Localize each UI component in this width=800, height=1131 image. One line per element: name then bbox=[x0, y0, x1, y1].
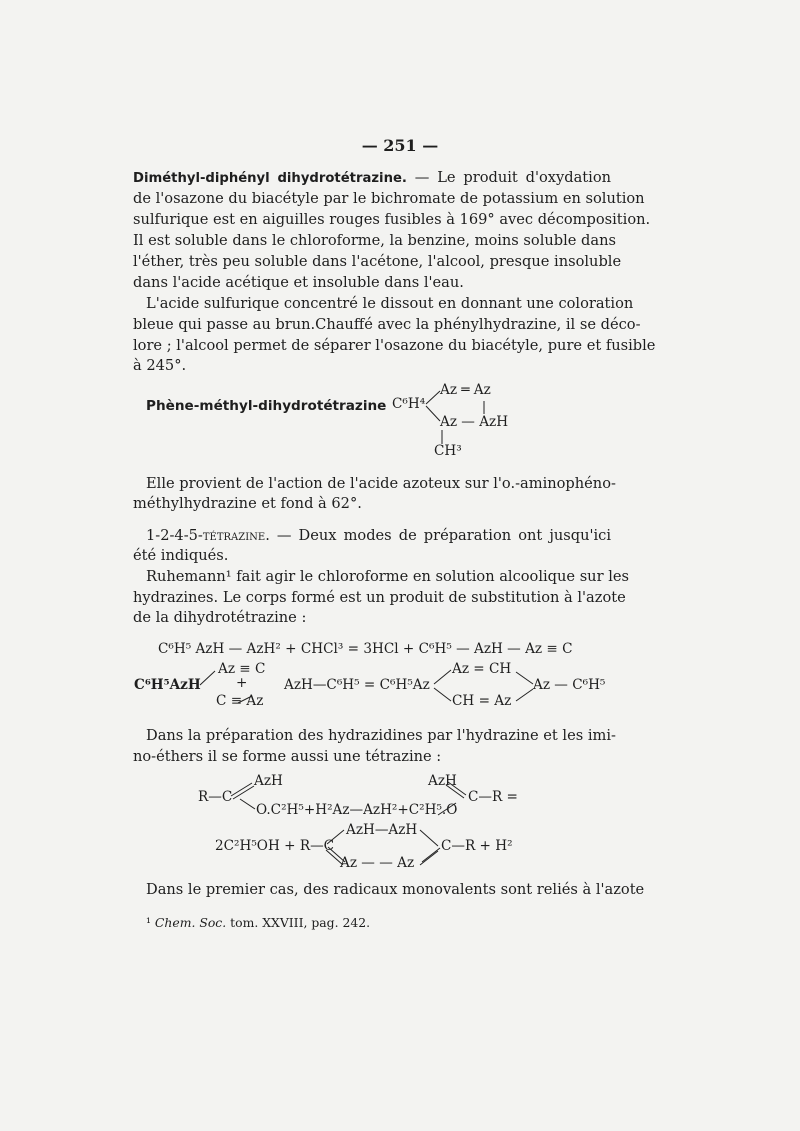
paragraph-line: lore ; l'alcool permet de séparer l'osazone du biacétyle, pure et fusible bbox=[133, 337, 656, 354]
bond bbox=[438, 803, 456, 815]
paragraph-line: L'acide sulfurique concentré le dissout en donnant une coloration bbox=[146, 295, 634, 312]
paragraph-line: sulfurique est en aiguilles rouges fusibles à 169° avec décomposition. bbox=[133, 211, 651, 228]
paragraph-line: Elle provient de l'action de l'acide azoteux sur l'o.-aminophéno- bbox=[146, 475, 616, 492]
formula-text: CH = Az bbox=[452, 693, 512, 709]
paragraph-line: Dans le premier cas, des radicaux monovalents sont reliés à l'azote bbox=[146, 881, 645, 898]
paragraph-line: dans l'acide acétique et insoluble dans l'eau. bbox=[133, 274, 464, 291]
formula-text: 2C²H⁵OH + R—C bbox=[215, 838, 335, 854]
formula-text: Az ≡ C bbox=[218, 661, 266, 677]
section-label: 1-2-4-5-tétrazine. bbox=[146, 527, 270, 544]
paragraph-line: Il est soluble dans le chloroforme, la benzine, moins soluble dans bbox=[133, 232, 616, 249]
formula-text: Az — C⁶H⁵ bbox=[533, 677, 606, 693]
paragraph-line: méthylhydrazine et fond à 62°. bbox=[133, 495, 362, 512]
formula-text: AzH bbox=[428, 773, 457, 789]
bond bbox=[240, 799, 255, 809]
paragraph-line: à 245°. bbox=[133, 357, 187, 374]
footnote-mark: ¹ bbox=[146, 915, 151, 930]
equation-line: C⁶H⁵ AzH — AzH² + CHCl³ = 3HCl + C⁶H⁵ — AzH — Az ≡ C bbox=[158, 641, 573, 657]
formula-text: AzH—C⁶H⁵ = C⁶H⁵Az bbox=[284, 677, 430, 693]
formula-text: R—C bbox=[198, 789, 233, 805]
formula-text: AzH bbox=[254, 773, 283, 789]
compound-heading: Diméthyl-diphényl dihydrotétrazine. bbox=[133, 171, 407, 186]
bond bbox=[426, 406, 440, 421]
paragraph-line: hydrazines. Le corps formé est un produit de substitution à l'azote bbox=[133, 589, 626, 606]
formula-name: Phène-méthyl-dihydrotétrazine bbox=[146, 398, 387, 414]
bond bbox=[434, 688, 451, 701]
paragraph-line: été indiqués. bbox=[133, 547, 229, 564]
paragraph-line: no-éthers il se forme aussi une tétrazine : bbox=[133, 748, 442, 765]
formula-text: O.C²H⁵+H²Az—AzH²+C²H⁵.O bbox=[256, 802, 458, 818]
formula-text: Az = CH bbox=[452, 661, 512, 677]
text-span: — Le produit d'oxydation bbox=[414, 169, 611, 186]
bond bbox=[420, 830, 438, 846]
footnote-text: tom. XXVIII, pag. 242. bbox=[230, 915, 371, 930]
footnote-journal: Chem. Soc. bbox=[154, 915, 227, 930]
formula-text: C ≡ Az bbox=[216, 693, 264, 709]
formula-text: Az ═ Az bbox=[440, 382, 491, 398]
paragraph-line: Ruhemann¹ fait agir le chloroforme en solution alcoolique sur les bbox=[146, 568, 629, 585]
bond bbox=[516, 689, 533, 701]
formula-text: C—R + H² bbox=[441, 838, 513, 854]
bond bbox=[238, 696, 252, 703]
bond bbox=[434, 670, 451, 684]
formula-text: AzH—AzH bbox=[346, 822, 418, 838]
paragraph-line: bleue qui passe au brun.Chauffé avec la phénylhydrazine, il se déco- bbox=[133, 316, 641, 333]
page-number: — 251 — bbox=[361, 136, 439, 155]
paragraph-line: de l'osazone du biacétyle par le bichromate de potassium en solution bbox=[133, 190, 645, 207]
formula-text: C—R = bbox=[468, 789, 518, 805]
bond bbox=[420, 851, 438, 865]
bond bbox=[200, 671, 215, 685]
bond bbox=[426, 391, 440, 404]
formula-text: Az — — Az bbox=[340, 855, 415, 871]
bond bbox=[422, 848, 440, 862]
formula-text: Az — AzH bbox=[440, 414, 509, 430]
formula-text: C⁶H⁵AzH bbox=[134, 677, 201, 693]
bond bbox=[327, 830, 344, 844]
formula-text: + bbox=[236, 675, 248, 691]
bond bbox=[516, 672, 533, 684]
text-span: — Deux modes de préparation ont jusqu'ici bbox=[276, 527, 611, 544]
paragraph-line: de la dihydrotétrazine : bbox=[133, 609, 307, 626]
paragraph-line: Dans la préparation des hydrazidines par l'hydrazine et les imi- bbox=[146, 727, 616, 744]
paragraph-line: l'éther, très peu soluble dans l'acétone, l'alcool, presque insoluble bbox=[133, 253, 622, 270]
formula-text: C⁶H⁴ bbox=[392, 396, 426, 412]
formula-text: CH³ bbox=[434, 443, 462, 459]
